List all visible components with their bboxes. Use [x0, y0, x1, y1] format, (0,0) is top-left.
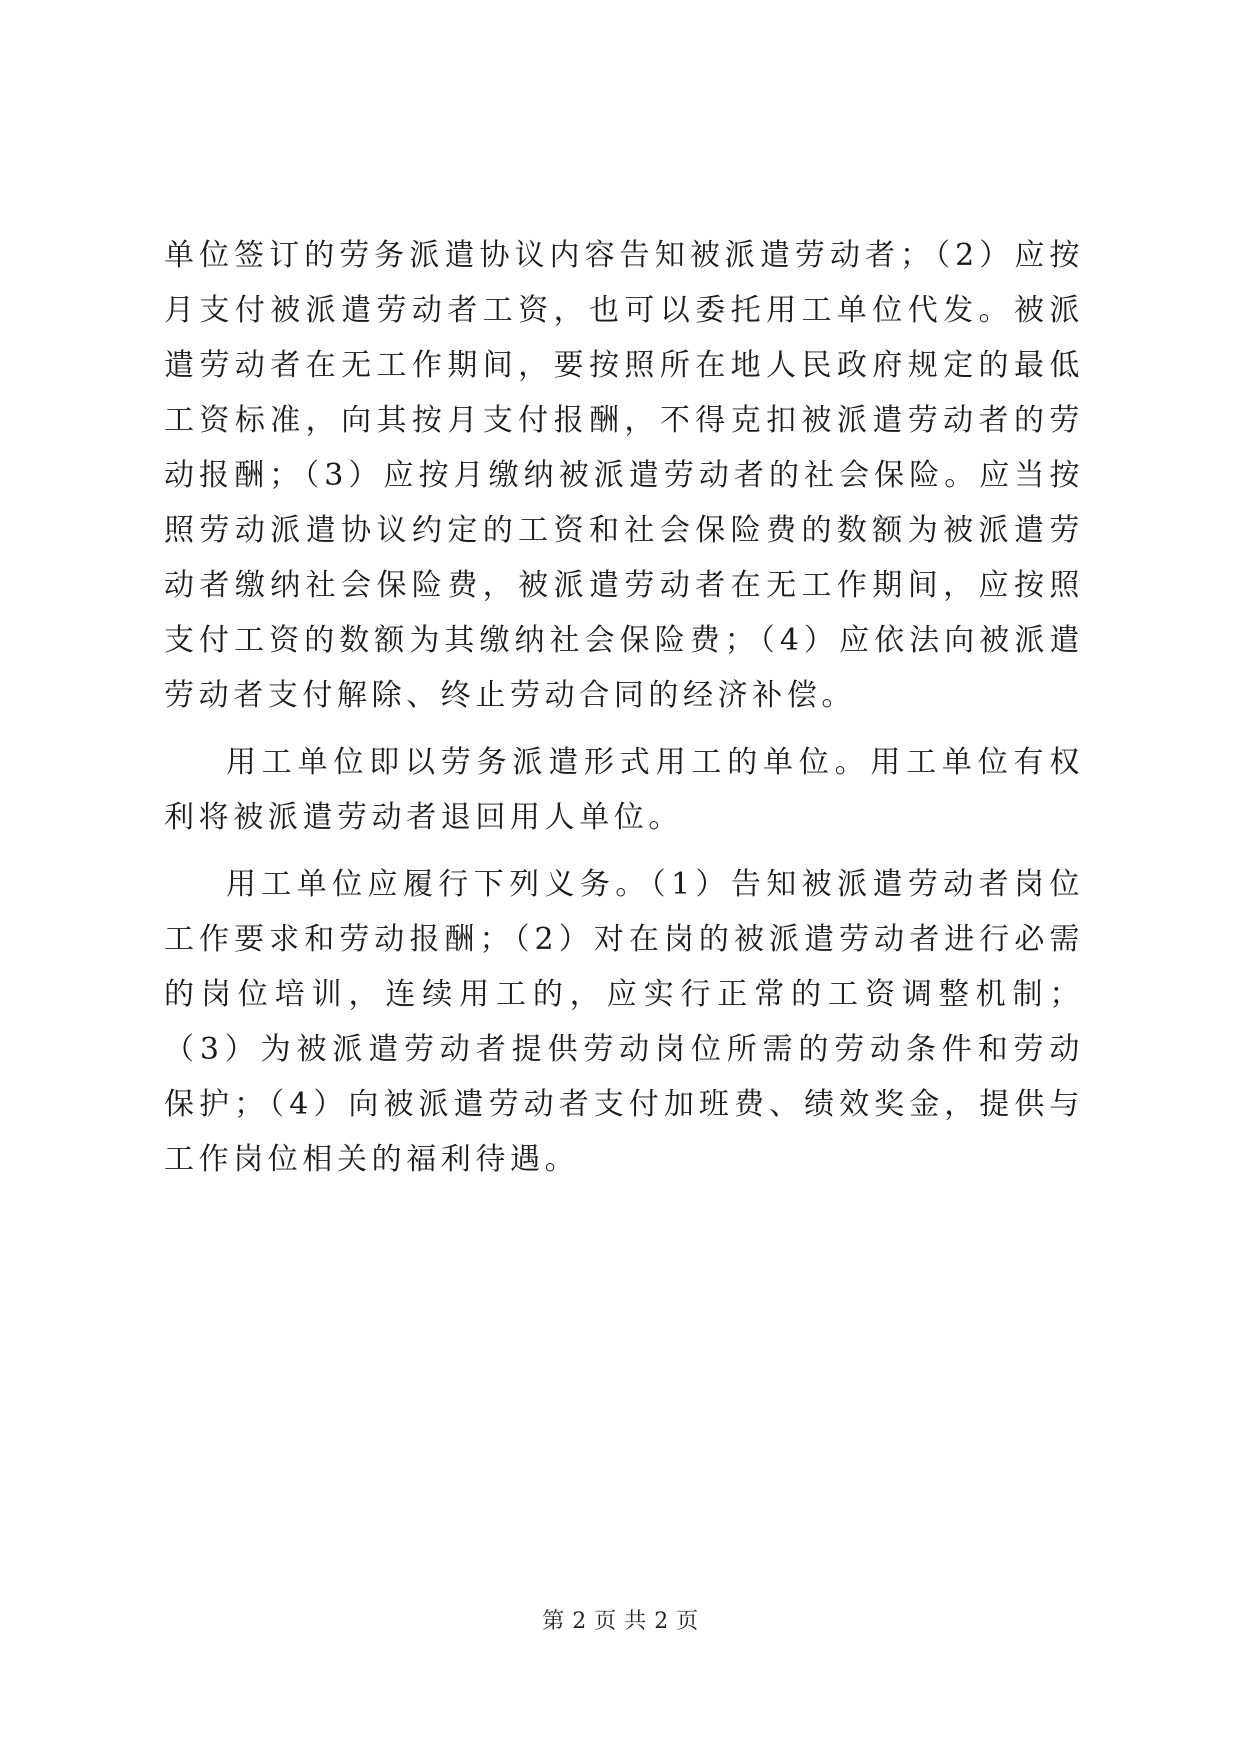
paragraph-continued: 单位签订的劳务派遣协议内容告知被派遣劳动者；（2）应按月支付被派遣劳动者工资，也可以委托用工单位代发。被派遣劳动者在无工作期间，要按照所在地人民政府规定的最低工资标准，向其按月支付报酬，不得克扣被派遣劳动者的劳动报酬；（3）应按月缴纳被派遣劳动者的社会保险。应当按照劳动派遣协议约定的工资和社会保险费的数额为被派遣劳动者缴纳社会保险费，被派遣劳动者在无工作期间，应按照支付工资的数额为其缴纳社会保险费；（4）应依法向被派遣劳动者支付解除、终止劳动合同的经济补偿。 [164, 238, 1084, 713]
document-body [164, 228, 1084, 1199]
page-number-footer: 第 2 页 共 2 页 [542, 1609, 699, 1634]
paragraph-employing-unit-definition: 用工单位即以劳务派遣形式用工的单位。用工单位有权利将被派遣劳动者退回用人单位。 [164, 745, 1084, 835]
paragraph-employing-unit-obligations: 用工单位应履行下列义务。（1）告知被派遣劳动者岗位工作要求和劳动报酬；（2）对在岗的被派遣劳动者进行必需的岗位培训，连续用工的，应实行正常的工资调整机制；（3）为被派遣劳动者提供劳动岗位所需的劳动条件和劳动保护；（4）向被派遣劳动者支付加班费、绩效奖金，提供与工作岗位相关的福利待遇。 [164, 867, 1084, 1177]
